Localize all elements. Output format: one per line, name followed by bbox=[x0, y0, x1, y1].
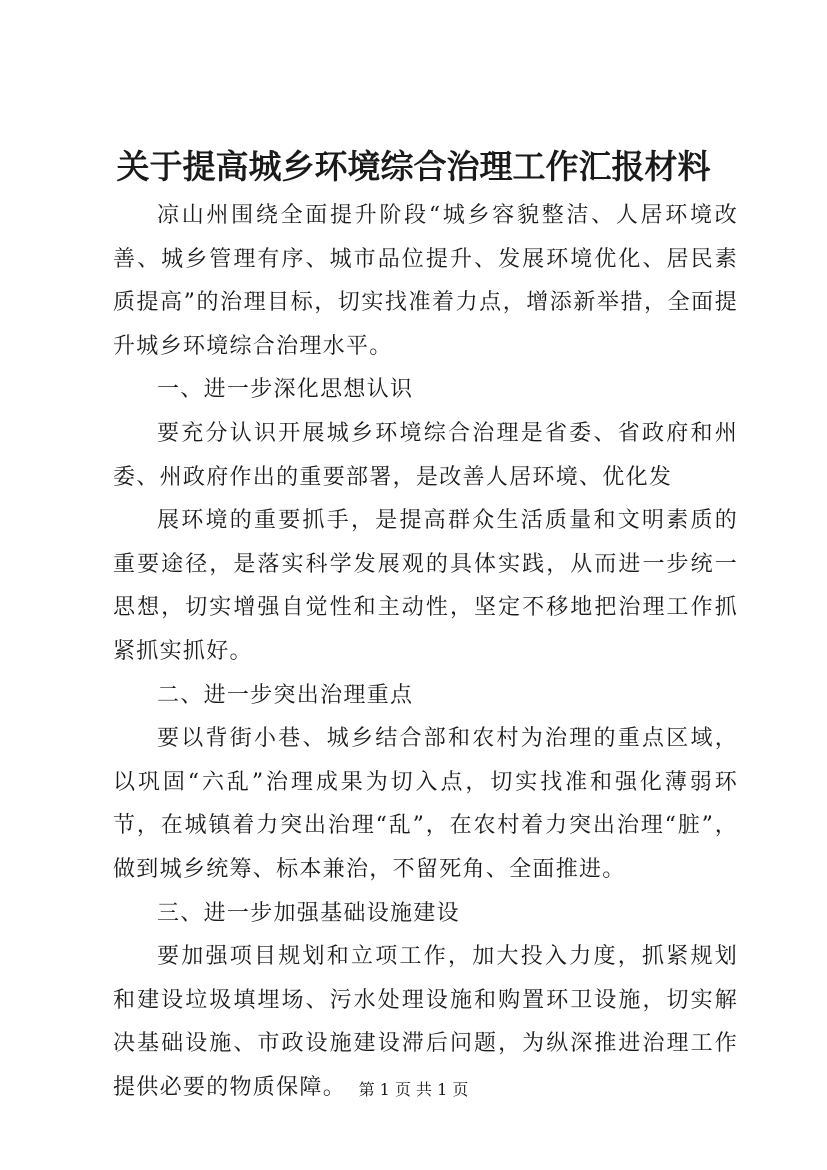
section-heading-1: 一、进一步深化思想认识 bbox=[157, 377, 414, 403]
document-title: 关于提高城乡环境综合治理工作汇报材料 bbox=[116, 147, 711, 186]
page-footer: 第 1 页 共 1 页 bbox=[358, 1080, 469, 1099]
section-heading-2: 二、进一步突出治理重点 bbox=[157, 682, 414, 708]
section-2-paragraph: 要以背街小巷、城乡结合部和农村为治理的重点区域，以巩固“六乱”治理成果为切入点，切实找准和强化薄弱环节，在城镇着力突出治理“乱”，在农村着力突出治理“脏”，做到城乡统筹、标本兼治，不留死角、全面推进。 bbox=[113, 726, 738, 882]
section-1-paragraph-b: 展环境的重要抓手，是提高群众生活质量和文明素质的重要途径，是落实科学发展观的具体实践，从而进一步统一思想，切实增强自觉性和主动性，坚定不移地把治理工作抓紧抓实抓好。 bbox=[113, 508, 738, 664]
section-1-paragraph-a: 要充分认识开展城乡环境综合治理是省委、省政府和州委、州政府作出的重要部署，是改善人居环境、优化发 bbox=[113, 420, 738, 490]
intro-paragraph: 凉山州围绕全面提升阶段“城乡容貌整洁、人居环境改善、城乡管理有序、城市品位提升、发展环境优化、居民素质提高”的治理目标，切实找准着力点，增添新举措，全面提升城乡环境综合治理水平。 bbox=[113, 203, 738, 359]
section-heading-3: 三、进一步加强基础设施建设 bbox=[157, 900, 460, 926]
document-body bbox=[113, 194, 738, 1109]
section-3-paragraph: 要加强项目规划和立项工作，加大投入力度，抓紧规划和建设垃圾填埋场、污水处理设施和购置环卫设施，切实解决基础设施、市政设施建设滞后问题，为纵深推进治理工作提供必要的物质保障。 bbox=[113, 944, 738, 1100]
